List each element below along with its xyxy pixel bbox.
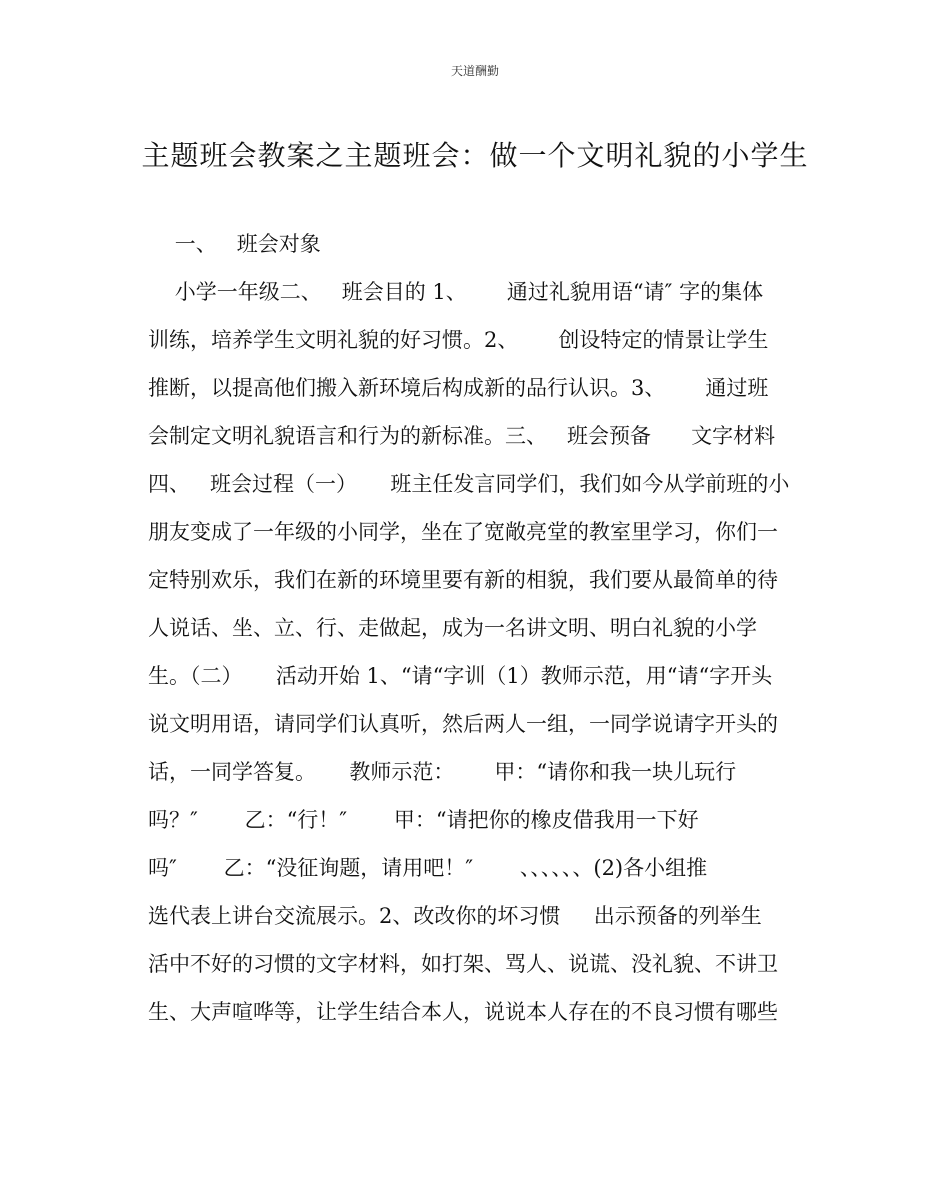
body-line: 推断，以提高他们搬入新环境后构成新的品行认识。3、 通过班 [148, 376, 769, 400]
body-line: 一、 班会对象 [148, 232, 321, 256]
document-title: 主题班会教案之主题班会：做一个文明礼貌的小学生 [141, 139, 809, 172]
body-line: 生、大声喧哗等，让学生结合本人，说说本人存在的不良习惯有哪些 [148, 1000, 778, 1024]
body-line: 小学一年级二、 班会目的 1、 通过礼貌用语“请″ 字的集体 [148, 280, 764, 304]
body-line: 吗″ 乙：“没征询题，请用吧！″ 、、、、、、(2)各小组推 [148, 856, 708, 880]
body-line: 会制定文明礼貌语言和行为的新标准。三、 班会预备 文字材料 [148, 424, 776, 448]
body-line: 四、 班会过程（一） 班主任发言同学们，我们如今从学前班的小 [148, 472, 790, 496]
body-line: 朋友变成了一年级的小同学，坐在了宽敞亮堂的教室里学习，你们一 [148, 520, 778, 544]
body-line: 训练，培养学生文明礼貌的好习惯。2、 创设特定的情景让学生 [148, 328, 769, 352]
body-line: 话，一同学答复。 教师示范： 甲：“请你和我一块儿玩行 [148, 760, 737, 784]
page-header: 天道酬勤 [450, 64, 499, 78]
body-line: 说文明用语，请同学们认真听，然后两人一组，一同学说请字开头的 [148, 712, 778, 736]
body-line: 活中不好的习惯的文字材料，如打架、骂人、说谎、没礼貌、不讲卫 [148, 952, 778, 976]
body-line: 人说话、坐、立、行、走做起，成为一名讲文明、明白礼貌的小学 [148, 616, 757, 640]
body-line: 生。（二） 活动开始 1、“请“字训（1）教师示范，用“请“字开头 [148, 664, 773, 688]
body-line: 选代表上讲台交流展示。2、改改你的坏习惯 出示预备的列举生 [148, 904, 762, 928]
body-line: 吗？″ 乙：“行！″ 甲：“请把你的橡皮借我用一下好 [148, 808, 699, 832]
body-line: 定特别欢乐，我们在新的环境里要有新的相貌，我们要从最简单的待 [148, 568, 778, 592]
document-body [148, 220, 808, 1036]
